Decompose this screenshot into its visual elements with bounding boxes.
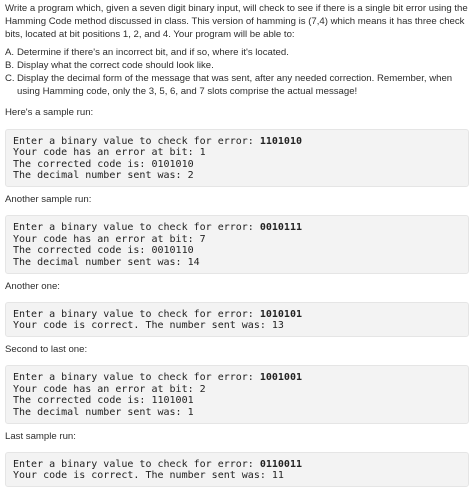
prompt-line (13, 459, 462, 471)
user-input: 0010111 (259, 222, 302, 234)
sample-run-block (5, 302, 469, 337)
output-line: The corrected code is: 1101001 (13, 395, 194, 407)
requirement-marker: B. (5, 59, 15, 71)
prompt-line (13, 309, 462, 321)
sample-caption: Here's a sample run: (5, 107, 94, 119)
sample-caption: Second to last one: (5, 343, 88, 355)
output-line: Your code has an error at bit: 2 (13, 383, 206, 395)
output-line: Your code is correct. The number sent was: 11 (13, 470, 284, 482)
requirement-item (5, 59, 469, 72)
user-input: 1101010 (259, 135, 302, 147)
sample-caption: Another sample run: (5, 194, 92, 205)
requirement-text: Determine if there's an incorrect bit, and if so, where it's located. (17, 46, 289, 58)
output-line: The decimal number sent was: 2 (13, 170, 194, 182)
sample-caption: Last sample run: (5, 430, 76, 442)
output-line: The corrected code is: 0010110 (13, 245, 194, 257)
prompt-line (13, 372, 462, 384)
intro-paragraph: Write a program which, given a seven digit binary input, will check to see if there is a single bit error using the Hamming Code method discussed in class. This version of hamming is (7,4) which means it has three check bits, located at bit positions 1, 2, and 4. Your program will be able to: (5, 3, 468, 41)
prompt-text: Enter a binary value to check for error: (13, 135, 260, 147)
output-line: Your code has an error at bit: 7 (13, 233, 206, 245)
sample-run-block (5, 452, 469, 487)
prompt-text: Enter a binary value to check for error: (13, 458, 260, 470)
output-line: Your code is correct. The number sent was: 13 (13, 320, 284, 332)
prompt-text: Enter a binary value to check for error: (13, 308, 260, 320)
user-input: 1001001 (259, 372, 302, 384)
sample-run-block (5, 129, 469, 187)
user-input: 1010101 (259, 308, 302, 320)
prompt-line (13, 136, 462, 148)
output-line: The decimal number sent was: 14 (13, 256, 200, 268)
prompt-text: Enter a binary value to check for error: (13, 222, 260, 234)
sample-run-block (5, 215, 469, 273)
output-line: The decimal number sent was: 1 (13, 406, 194, 418)
requirement-item (5, 72, 469, 98)
requirement-item (5, 46, 469, 59)
requirement-marker: A. (5, 46, 15, 58)
requirements-list (5, 46, 469, 99)
requirement-text: Display the decimal form of the message that was sent, after any needed correction. Remember, when using Hamming code, only the 3, 5, 6, and 7 slots comprise the actual message! (17, 73, 453, 98)
prompt-line (13, 222, 462, 234)
prompt-text: Enter a binary value to check for error: (13, 372, 260, 384)
requirement-text: Display what the correct code should look like. (17, 59, 214, 71)
output-line: The corrected code is: 0101010 (13, 158, 194, 170)
user-input: 0110011 (259, 458, 302, 470)
output-line: Your code has an error at bit: 1 (13, 147, 206, 159)
requirement-marker: C. (5, 73, 15, 85)
sample-caption: Another one: (5, 280, 60, 292)
sample-run-block (5, 365, 469, 423)
